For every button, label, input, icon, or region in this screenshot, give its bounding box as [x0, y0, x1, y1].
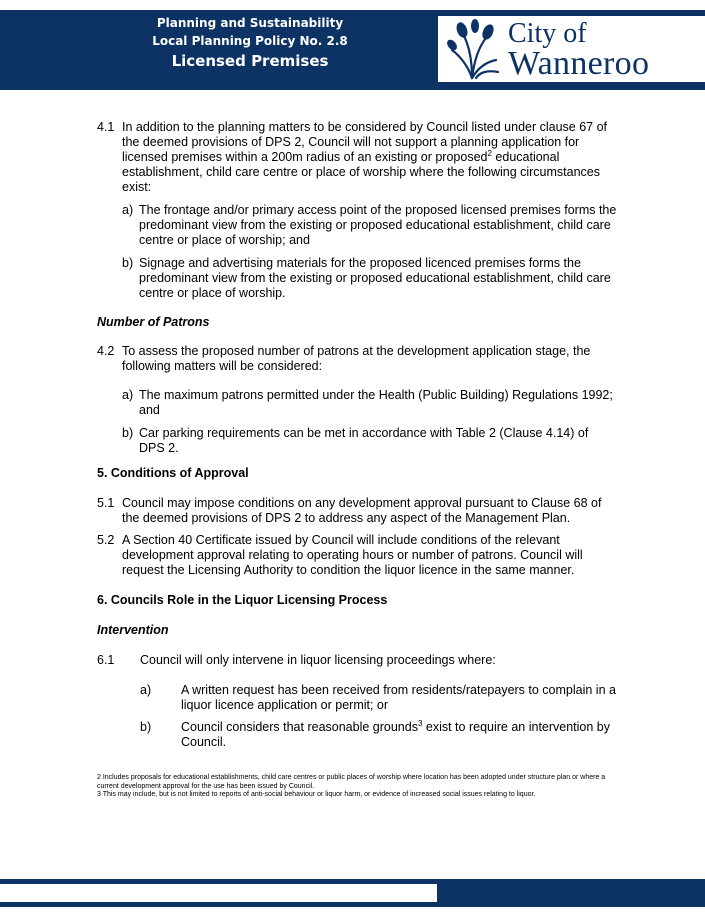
header-policy-title: Licensed Premises — [171, 52, 329, 70]
list-item: a) The maximum patrons permitted under the Health (Public Building) Regulations 1992; and — [122, 388, 613, 417]
section-heading: 5. Conditions of Approval — [97, 466, 249, 480]
header-policy-number: Local Planning Policy No. 2.8 — [152, 34, 348, 48]
header-title-block — [90, 14, 410, 72]
clause-5-2: 5.2 A Section 40 Certificate issued by Council will include conditions of the relevant development approval relating to operating hours or number of patrons. Council will request the Licensing Authority to condition the liquor licence in the same manner. — [97, 533, 583, 577]
section-subheading: Intervention — [97, 623, 169, 637]
kangaroo-paw-icon — [446, 18, 501, 80]
logo-city-of: City of — [508, 18, 587, 49]
header-department: Planning and Sustainability — [156, 16, 344, 30]
logo-wanneroo: Wanneroo — [508, 45, 650, 82]
list-item: a) A written request has been received from residents/ratepayers to complain in a liquor licence application or permit; or — [140, 683, 616, 712]
list-item: b) Car parking requirements can be met in accordance with Table 2 (Clause 4.14) of DPS 2. — [122, 426, 589, 455]
clause-4-1 — [97, 120, 617, 195]
list-item: b) Council considers that reasonable grounds$^3$ exist to require an intervention by Council. — [140, 719, 611, 749]
footnote-2: 2 Includes proposals for educational establishments, child care centres or public places of worship where location has been adopted under structure plan or where a current development approval for the use has been issued by Council. — [97, 774, 606, 790]
footnotes — [97, 774, 612, 800]
footer-white-strip — [0, 884, 437, 902]
clause-6-1: 6.1 Council will only intervene in liquor licensing proceedings where: — [97, 653, 496, 667]
footnote-ref-3: 3 — [417, 719, 423, 728]
section-subheading: Number of Patrons — [97, 315, 210, 329]
clause-number: 4.1 — [97, 120, 115, 134]
footnote-ref-2: 2 — [487, 149, 492, 158]
clause-5-1: 5.1 Council may impose conditions on any development approval pursuant to Clause 68 of the deemed provisions of DPS 2 to address any aspect of the Management Plan. — [97, 496, 602, 525]
city-logo — [438, 16, 705, 82]
list-item: a) The frontage and/or primary access point of the proposed licensed premises forms the predominant view from the existing or proposed educational establishment, child care centre or place of worship; and — [122, 203, 617, 247]
policy-body — [97, 120, 617, 750]
clause-4-2: 4.2 To assess the proposed number of patrons at the development application stage, the following matters will be considered: — [97, 344, 591, 373]
clause-text: In addition to the planning matters to be considered by Council listed under clause 67 of the deemed provisions of DPS 2, Council will not support a planning application for licensed premises within a 200m radius of an existing or proposed$^2$ educational establishment, child care centre or place of worship where the following circumstances exist: — [122, 120, 608, 194]
list-item: b) Signage and advertising materials for the proposed licenced premises forms the predominant view from the existing or proposed educational establishment, child care centre or place of worship. — [122, 256, 611, 300]
footnote-3: 3 This may include, but is not limited to reports of anti-social behaviour or liquor harm, or evidence of increased social issues relating to liquor. — [97, 791, 536, 798]
section-heading: 6. Councils Role in the Liquor Licensing Process — [97, 593, 388, 607]
